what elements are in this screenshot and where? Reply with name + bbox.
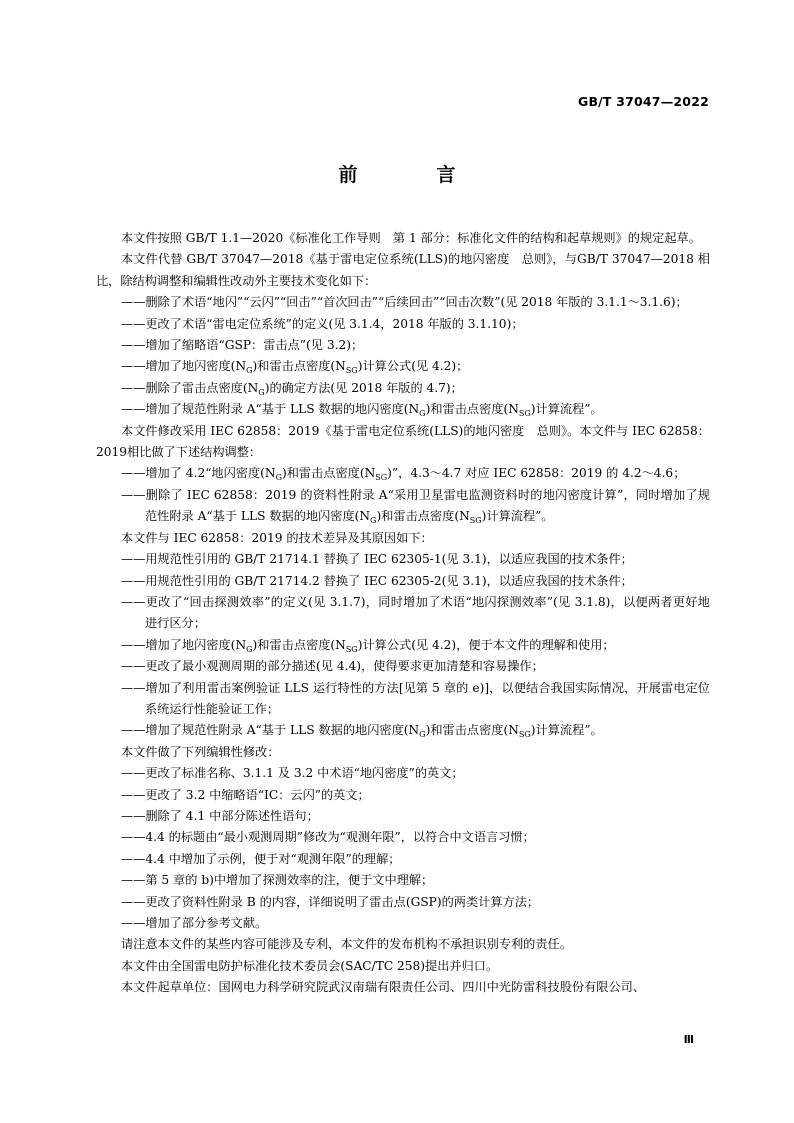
- intro-paragraph: 本文件按照 GB/T 1.1—2020《标准化工作导则 第 1 部分：标准化文件的结构和起草规则》的规定起草。: [121, 231, 701, 245]
- iec-paragraph: 本文件修改采用 IEC 62858：2019《基于雷电定位系统(LLS)的地闪密度 总则》。本文件与 IEC 62858：2019相比做了下述结构调整：: [96, 423, 710, 460]
- list-item: ——增加了地闪密度$(N_G)$和雷击点密度$(N_{SG})$计算公式(见 4.2)，便于本文件的理解和使用；: [121, 637, 615, 654]
- list-item: ——删除了 4.1 中部分陈述性语句；: [121, 808, 319, 823]
- page-title: 前 言: [338, 164, 486, 186]
- list-item: ——第 5 章的 b)中增加了探测效率的注，便于文中理解；: [121, 873, 434, 888]
- list-item: ——更改了最小观测周期的部分描述(见 4.4)，使得要求更加清楚和容易操作；: [121, 659, 544, 674]
- patent-notice: 请注意本文件的某些内容可能涉及专利，本文件的发布机构不承担识别专利的责任。: [121, 937, 572, 952]
- drafting-units: 本文件起草单位：国网电力科学研究院武汉南瑞有限责任公司、四川中光防雷科技股份有限公司、: [121, 980, 646, 995]
- list-item: ——删除了雷击点密度$(N_G)$的确定方法(见 2018 年版的 4.7)；: [121, 380, 463, 397]
- list-item: ——4.4 中增加了示例，便于对“观测年限”的理解；: [121, 851, 401, 866]
- list-item: ——用规范性引用的 GB/T 21714.2 替换了 IEC 62305-2(见 3.1)，以适应我国的技术条件；: [121, 573, 633, 588]
- document-body: [96, 228, 710, 999]
- editorial-paragraph: 本文件做了下列编辑性修改：: [121, 744, 280, 759]
- list-item: ——4.4 的标题由“最小观测周期”修改为“观测年限”，以符合中文语言习惯；: [121, 830, 535, 845]
- list-item: ——更改了术语“雷电定位系统”的定义(见 3.1.4，2018 年版的 3.1.10)；: [121, 316, 524, 331]
- list-item: ——增加了缩略语“GSP：雷击点”(见 3.2)；: [121, 338, 364, 353]
- standard-number: GB/T 37047—2022: [577, 94, 709, 109]
- list-item: ——增加了部分参考文献。: [121, 916, 268, 930]
- intro-paragraph: 本文件代替 GB/T 37047—2018《基于雷电定位系统(LLS)的地闪密度 总则》，与GB/T 37047—2018 相比，除结构调整和编辑性改动外主要技术变化如下：: [96, 252, 710, 288]
- list-item: ——增加了规范性附录 A“基于 LLS 数据的地闪密度$(N_G)$和雷击点密度$(N_{SG})$计算流程”。: [121, 723, 603, 740]
- list-item: ——更改了“回击探测效率”的定义(见 3.1.7)，同时增加了术语“地闪探测效率”(见 3.1.8)，以便两者更好地进行区分；: [121, 594, 710, 631]
- tech-paragraph: 本文件与 IEC 62858：2019 的技术差异及其原因如下：: [121, 530, 433, 545]
- page-number: Ⅲ: [683, 1033, 694, 1046]
- list-item: ——删除了 IEC 62858：2019 的资料性附录 A“采用卫星雷电监测资料时的地闪密度计算”，同时增加了规范性附录 A“基于 LLS 数据的地闪密度$(N_G)$和雷击点密度$(N_{SG})$计算流程”。: [121, 487, 710, 526]
- list-item: ——用规范性引用的 GB/T 21714.1 替换了 IEC 62305-1(见 3.1)，以适应我国的技术条件；: [121, 552, 633, 567]
- list-item: ——更改了资料性附录 B 的内容，详细说明了雷击点(GSP)的两类计算方法；: [121, 894, 540, 909]
- list-item: ——增加了 4.2“地闪密度$(N_G)$和雷击点密度$(N_{SG})$”，4.3～4.7 对应 IEC 62858：2019 的 4.2～4.6；: [121, 466, 686, 483]
- list-item: ——更改了标准名称、3.1.1 及 3.2 中术语“地闪密度”的英文；: [121, 766, 464, 781]
- committee-statement: 本文件由全国雷电防护标准化技术委员会(SAC/TC 258)提出并归口。: [121, 958, 499, 973]
- list-item: ——增加了利用雷击案例验证 LLS 运行特性的方法[见第 5 章的 e)]，以便结合我国实际情况，开展雷电定位系统运行性能验证工作；: [121, 680, 710, 716]
- list-item: ——更改了 3.2 中缩略语“IC：云闪”的英文；: [121, 787, 370, 802]
- list-item: ——删除了术语“地闪”“云闪”“回击”“首次回击”“后续回击”“回击次数”(见 2018 年版的 3.1.1～3.1.6)；: [121, 295, 688, 310]
- list-item: ——增加了规范性附录 A“基于 LLS 数据的地闪密度$(N_G)$和雷击点密度$(N_{SG})$计算流程”。: [121, 402, 603, 419]
- list-item: ——增加了地闪密度$(N_G)$和雷击点密度$(N_{SG})$计算公式(见 4.2)；: [121, 359, 469, 376]
